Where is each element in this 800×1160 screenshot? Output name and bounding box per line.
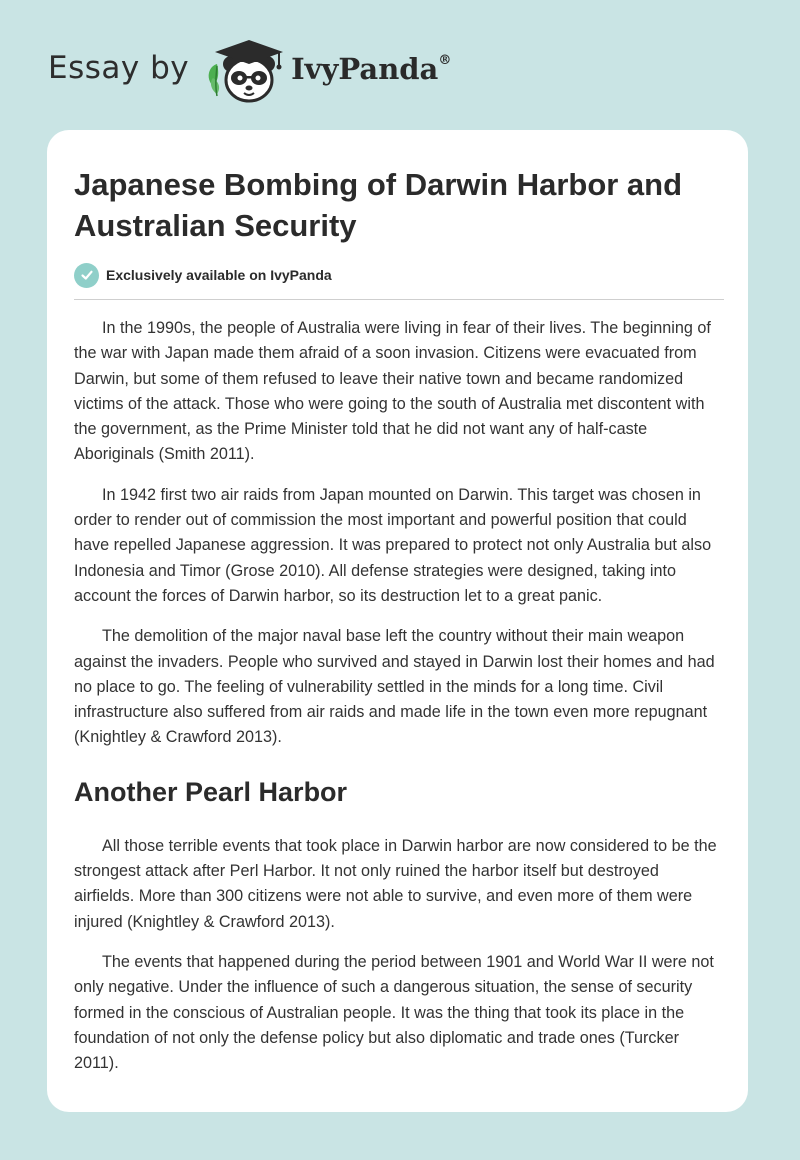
paragraph: In the 1990s, the people of Australia were living in fear of their lives. The beginning of the war with Japan made them afraid of a soon invasion. Citizens were evacuated from Darwin, but some of them refused to leave their native town and became randomized victims of the attack. Those who were going to the south of Australia met discontent with the government, as the Prime Minister told that he did not want any of half-caste Aboriginals (Smith 2011). [74,319,711,464]
page-title: Japanese Bombing of Darwin Harbor and Australian Security [74,167,683,243]
section-heading: Another Pearl Harbor [74,776,348,807]
paragraph: The events that happened during the period between 1901 and World War II were not only negative. Under the influence of such a dangerous situation, the sense of security formed in the conscious of Australian people. It was the thing that took its place in the foundation of not only the defense policy but also diplomatic and trade ones (Turcker 2011). [74,952,714,1073]
paragraph: The demolition of the major naval base left the country without their main weapon against the invaders. People who survived and stayed in Darwin lost their homes and had no place to go. The feeling of vulnerability settled in the minds for a long time. Civil infrastructure also suffered from air raids and made life in the town even more repugnant (Knightley & Crawford 2013). [74,627,715,747]
divider [74,299,724,300]
exclusive-badge [74,262,722,288]
check-icon [74,263,99,288]
essay-content [74,130,722,1076]
paragraph: In 1942 first two air raids from Japan mounted on Darwin. This target was chosen in order to render out of commission the most important and powerful position that could have repelled Japanese aggression. It was prepared to protect not only Australia but also Indonesia and Timor (Grose 2010). All defense strategies were designed, taking into account the forces of Darwin harbor, so its destruction let to a great panic. [74,485,712,605]
essay-card [47,130,748,1112]
brand-prefix: Essay by [48,50,190,86]
panda-graduate-icon [203,36,289,108]
brand-name: IvyPanda® [291,52,452,86]
badge-text: Exclusively available on IvyPanda [106,267,332,283]
registered-mark: ® [438,53,452,69]
site-logo[interactable] [48,36,451,108]
paragraph: All those terrible events that took place in Darwin harbor are now considered to be the strongest attack after Perl Harbor. It not only ruined the harbor itself but destroyed airfields. More than 300 citizens were not able to survive, and even more of them were injured (Knightley & Crawford 2013). [74,836,717,931]
